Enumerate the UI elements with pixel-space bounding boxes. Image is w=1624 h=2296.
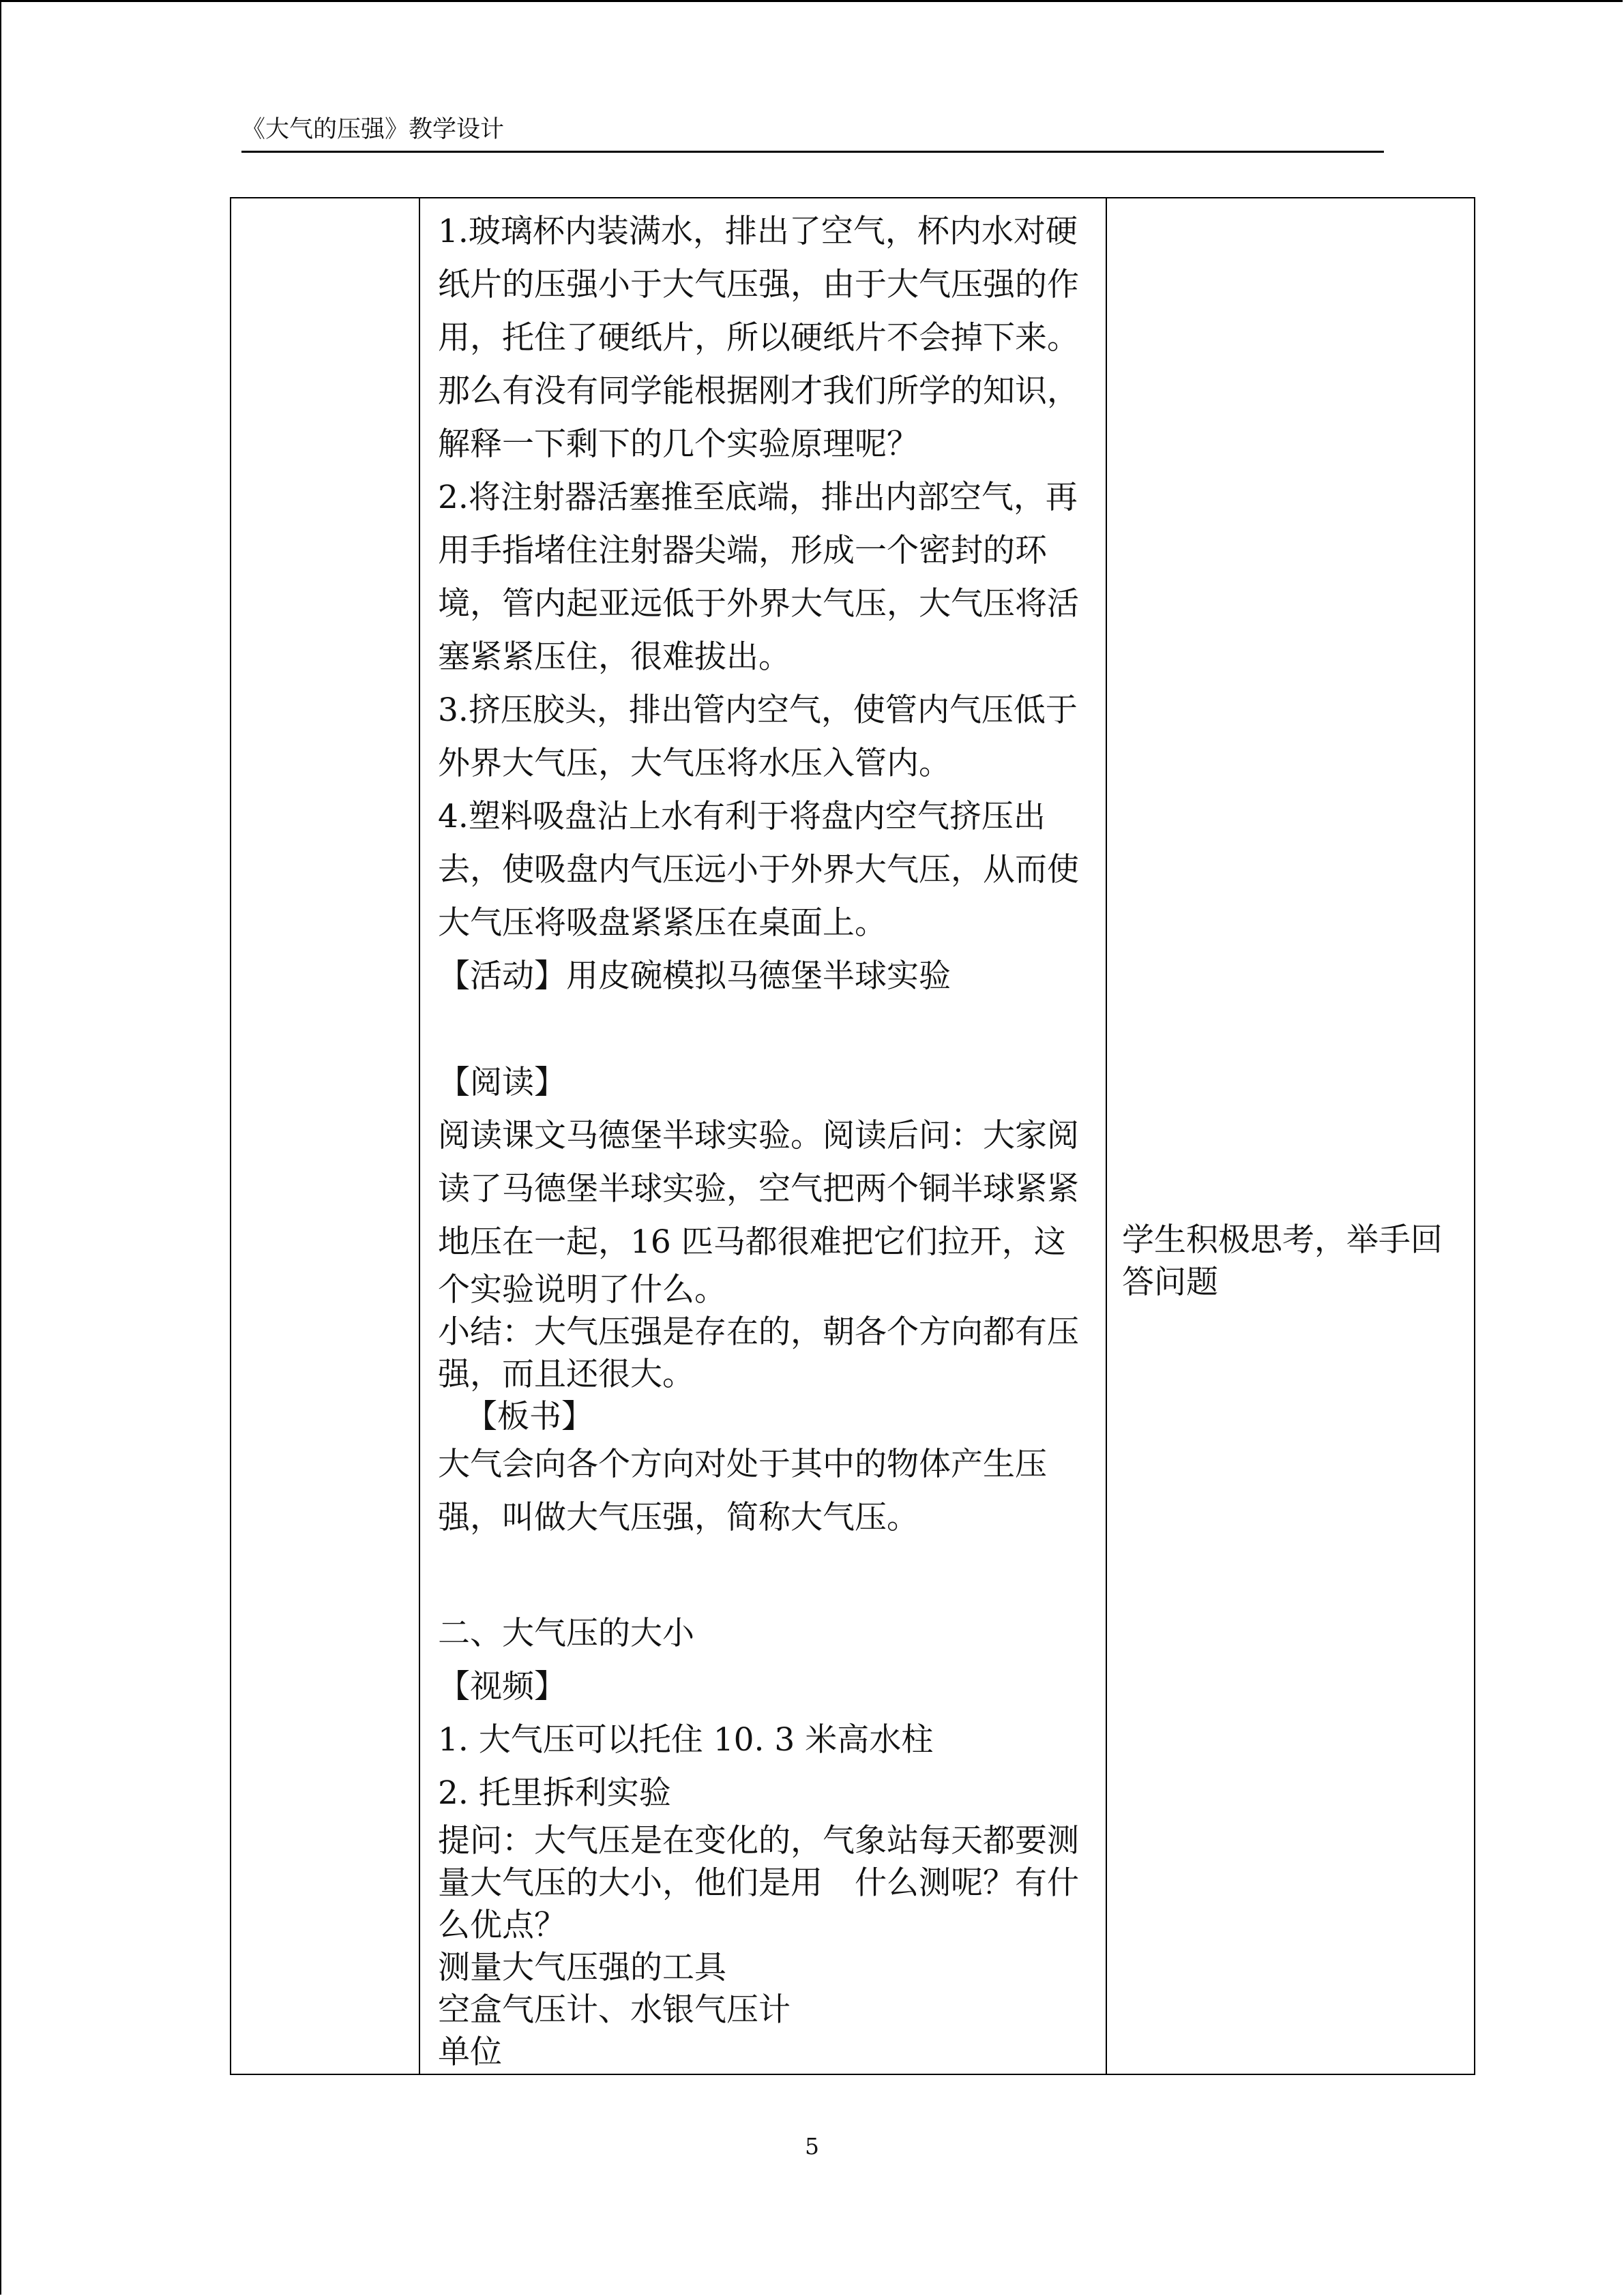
text-line: 阅读课文马德堡半球实验。阅读后问：大家阅 bbox=[438, 1117, 1079, 1154]
text-line: 用，托住了硬纸片，所以硬纸片不会掉下来。 bbox=[438, 319, 1079, 357]
reading-heading: 【阅读】 bbox=[438, 1064, 566, 1101]
text-line: 单位 bbox=[438, 2033, 502, 2071]
text-line: 塞紧紧压住，很难拔出。 bbox=[438, 638, 791, 676]
text-line: 纸片的压强小于大气压强，由于大气压强的作 bbox=[438, 266, 1079, 303]
page-number: 5 bbox=[805, 2133, 819, 2160]
blank-line bbox=[438, 1545, 1093, 1607]
definition-line: 强，叫做大气压强，简称大气压。 bbox=[438, 1499, 919, 1536]
text-line: 3.挤压胶头，排出管内空气，使管内气压低于 bbox=[438, 691, 1078, 729]
board-writing-heading: 【板书】 bbox=[465, 1398, 593, 1435]
text-line: 外界大气压，大气压将水压入管内。 bbox=[438, 745, 951, 782]
stage-cell bbox=[231, 198, 419, 2074]
student-activity-cell bbox=[1106, 198, 1475, 2074]
section-heading: 二、大气压的大小 bbox=[438, 1615, 694, 1652]
text-line: 大气压将吸盘紧紧压在桌面上。 bbox=[438, 904, 887, 942]
text-line: 读了马德堡半球实验，空气把两个铜半球紧紧 bbox=[438, 1170, 1079, 1208]
teacher-activity-cell bbox=[419, 198, 1106, 2074]
student-activity-line: 答问题 bbox=[1122, 1264, 1218, 1301]
text-line: 用手指堵住注射器尖端，形成一个密封的环 bbox=[438, 532, 1047, 569]
text-line: 境，管内起亚远低于外界大气压，大气压将活 bbox=[438, 585, 1079, 623]
document-header bbox=[241, 115, 1384, 153]
text-line: 地压在一起，16 匹马都很难把它们拉开，这 bbox=[438, 1223, 1066, 1261]
list-item: 1. 大气压可以托住 10. 3 米高水柱 bbox=[438, 1721, 934, 1759]
activity-heading: 【活动】用皮碗模拟马德堡半球实验 bbox=[438, 957, 951, 995]
list-item: 2. 托里拆利实验 bbox=[438, 1774, 671, 1812]
student-activity-line: 学生积极思考，举手回 bbox=[1122, 1221, 1443, 1259]
text-line: 测量大气压强的工具 bbox=[438, 1949, 726, 1986]
text-line: 4.塑料吸盘沾上水有利于将盘内空气挤压出 bbox=[438, 798, 1046, 835]
text-line: 解释一下剩下的几个实验原理呢？ bbox=[438, 426, 919, 463]
question-line: 么优点？ bbox=[438, 1907, 566, 1944]
text-line: 2.将注射器活塞推至底端，排出内部空气，再 bbox=[438, 479, 1078, 516]
summary-line: 小结：大气压强是存在的，朝各个方向都有压 bbox=[438, 1313, 1079, 1351]
summary-line: 强，而且还很大。 bbox=[438, 1356, 694, 1393]
blank-line bbox=[438, 1003, 1093, 1056]
text-line: 1.玻璃杯内装满水，排出了空气，杯内水对硬 bbox=[438, 213, 1078, 250]
video-heading: 【视频】 bbox=[438, 1668, 566, 1705]
question-line: 提问：大气压是在变化的，气象站每天都要测 bbox=[438, 1822, 1079, 1860]
definition-line: 大气会向各个方向对处于其中的物体产生压 bbox=[438, 1446, 1047, 1483]
question-line: 量大气压的大小，他们是用 什么测呢？有什 bbox=[438, 1864, 1079, 1902]
lesson-table bbox=[230, 197, 1475, 2075]
text-line: 个实验说明了什么。 bbox=[438, 1271, 726, 1309]
header-title: 《大气的压强》教学设计 bbox=[241, 116, 505, 143]
text-line: 那么有没有同学能根据刚才我们所学的知识， bbox=[438, 372, 1079, 410]
text-line: 去，使吸盘内气压远小于外界大气压，从而使 bbox=[438, 851, 1079, 889]
table-row bbox=[231, 198, 1475, 2074]
text-line: 空盒气压计、水银气压计 bbox=[438, 1991, 791, 2029]
